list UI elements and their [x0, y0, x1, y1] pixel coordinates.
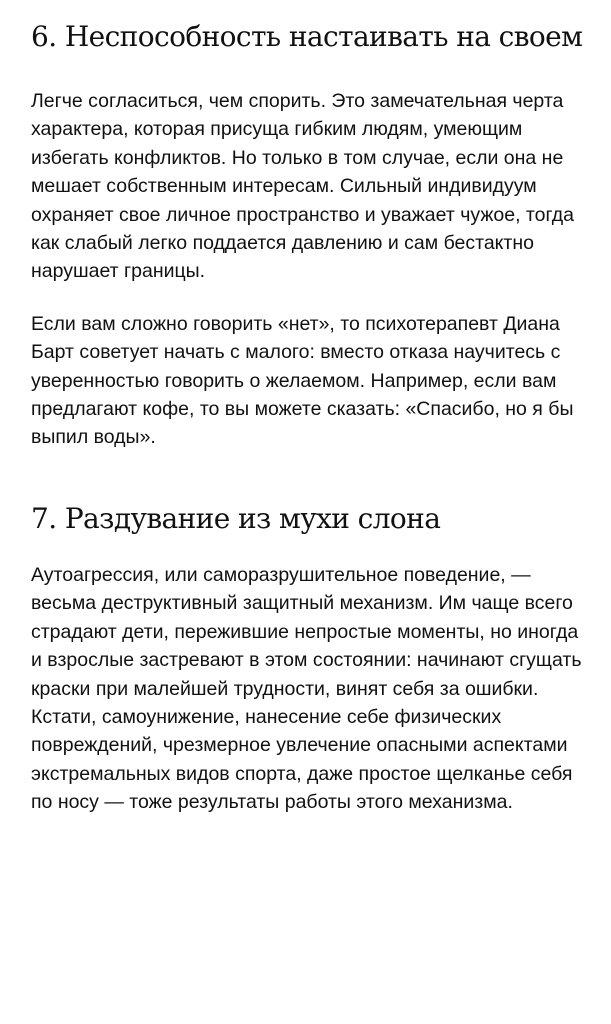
section-heading: 6. Неспособность настаивать на своем [31, 20, 583, 53]
section-paragraph: Если вам сложно говорить «нет», то психотерапевт Диана Барт советует начать с малого: вместо отказа научитесь с уверенностью говорить о желаемом. Например, если вам предлагают кофе, то вы можете сказать: «Спасибо, но я бы выпил воды». [31, 312, 574, 449]
section-paragraph: Легче согласиться, чем спорить. Это замечательная черта характера, которая присуща гибким людям, умеющим избегать конфликтов. Но только в том случае, если она не мешает собственным интересам. Сильный индивидуум охраняет свое личное пространство и уважает чужое, тогда как слабый легко поддается давлению и сам бестактно нарушает границы. [31, 90, 574, 283]
section-6 [31, 20, 583, 452]
section-heading: 7. Раздувание из мухи слона [31, 501, 441, 535]
section-7 [31, 502, 583, 817]
section-paragraph: Аутоагрессия, или саморазрушительное поведение, — весьма деструктивный защитный механизм. Им чаще всего страдают дети, пережившие непростые моменты, но иногда и взрослые застревают в этом состоянии: начинают сгущать краски при малейшей трудности, винят себя за ошибки. Кстати, самоунижение, нанесение себе физических повреждений, чрезмерное увлечение опасными аспектами экстремальных видов спорта, даже простое щелканье себя по носу — тоже результаты работы этого механизма. [31, 563, 582, 814]
